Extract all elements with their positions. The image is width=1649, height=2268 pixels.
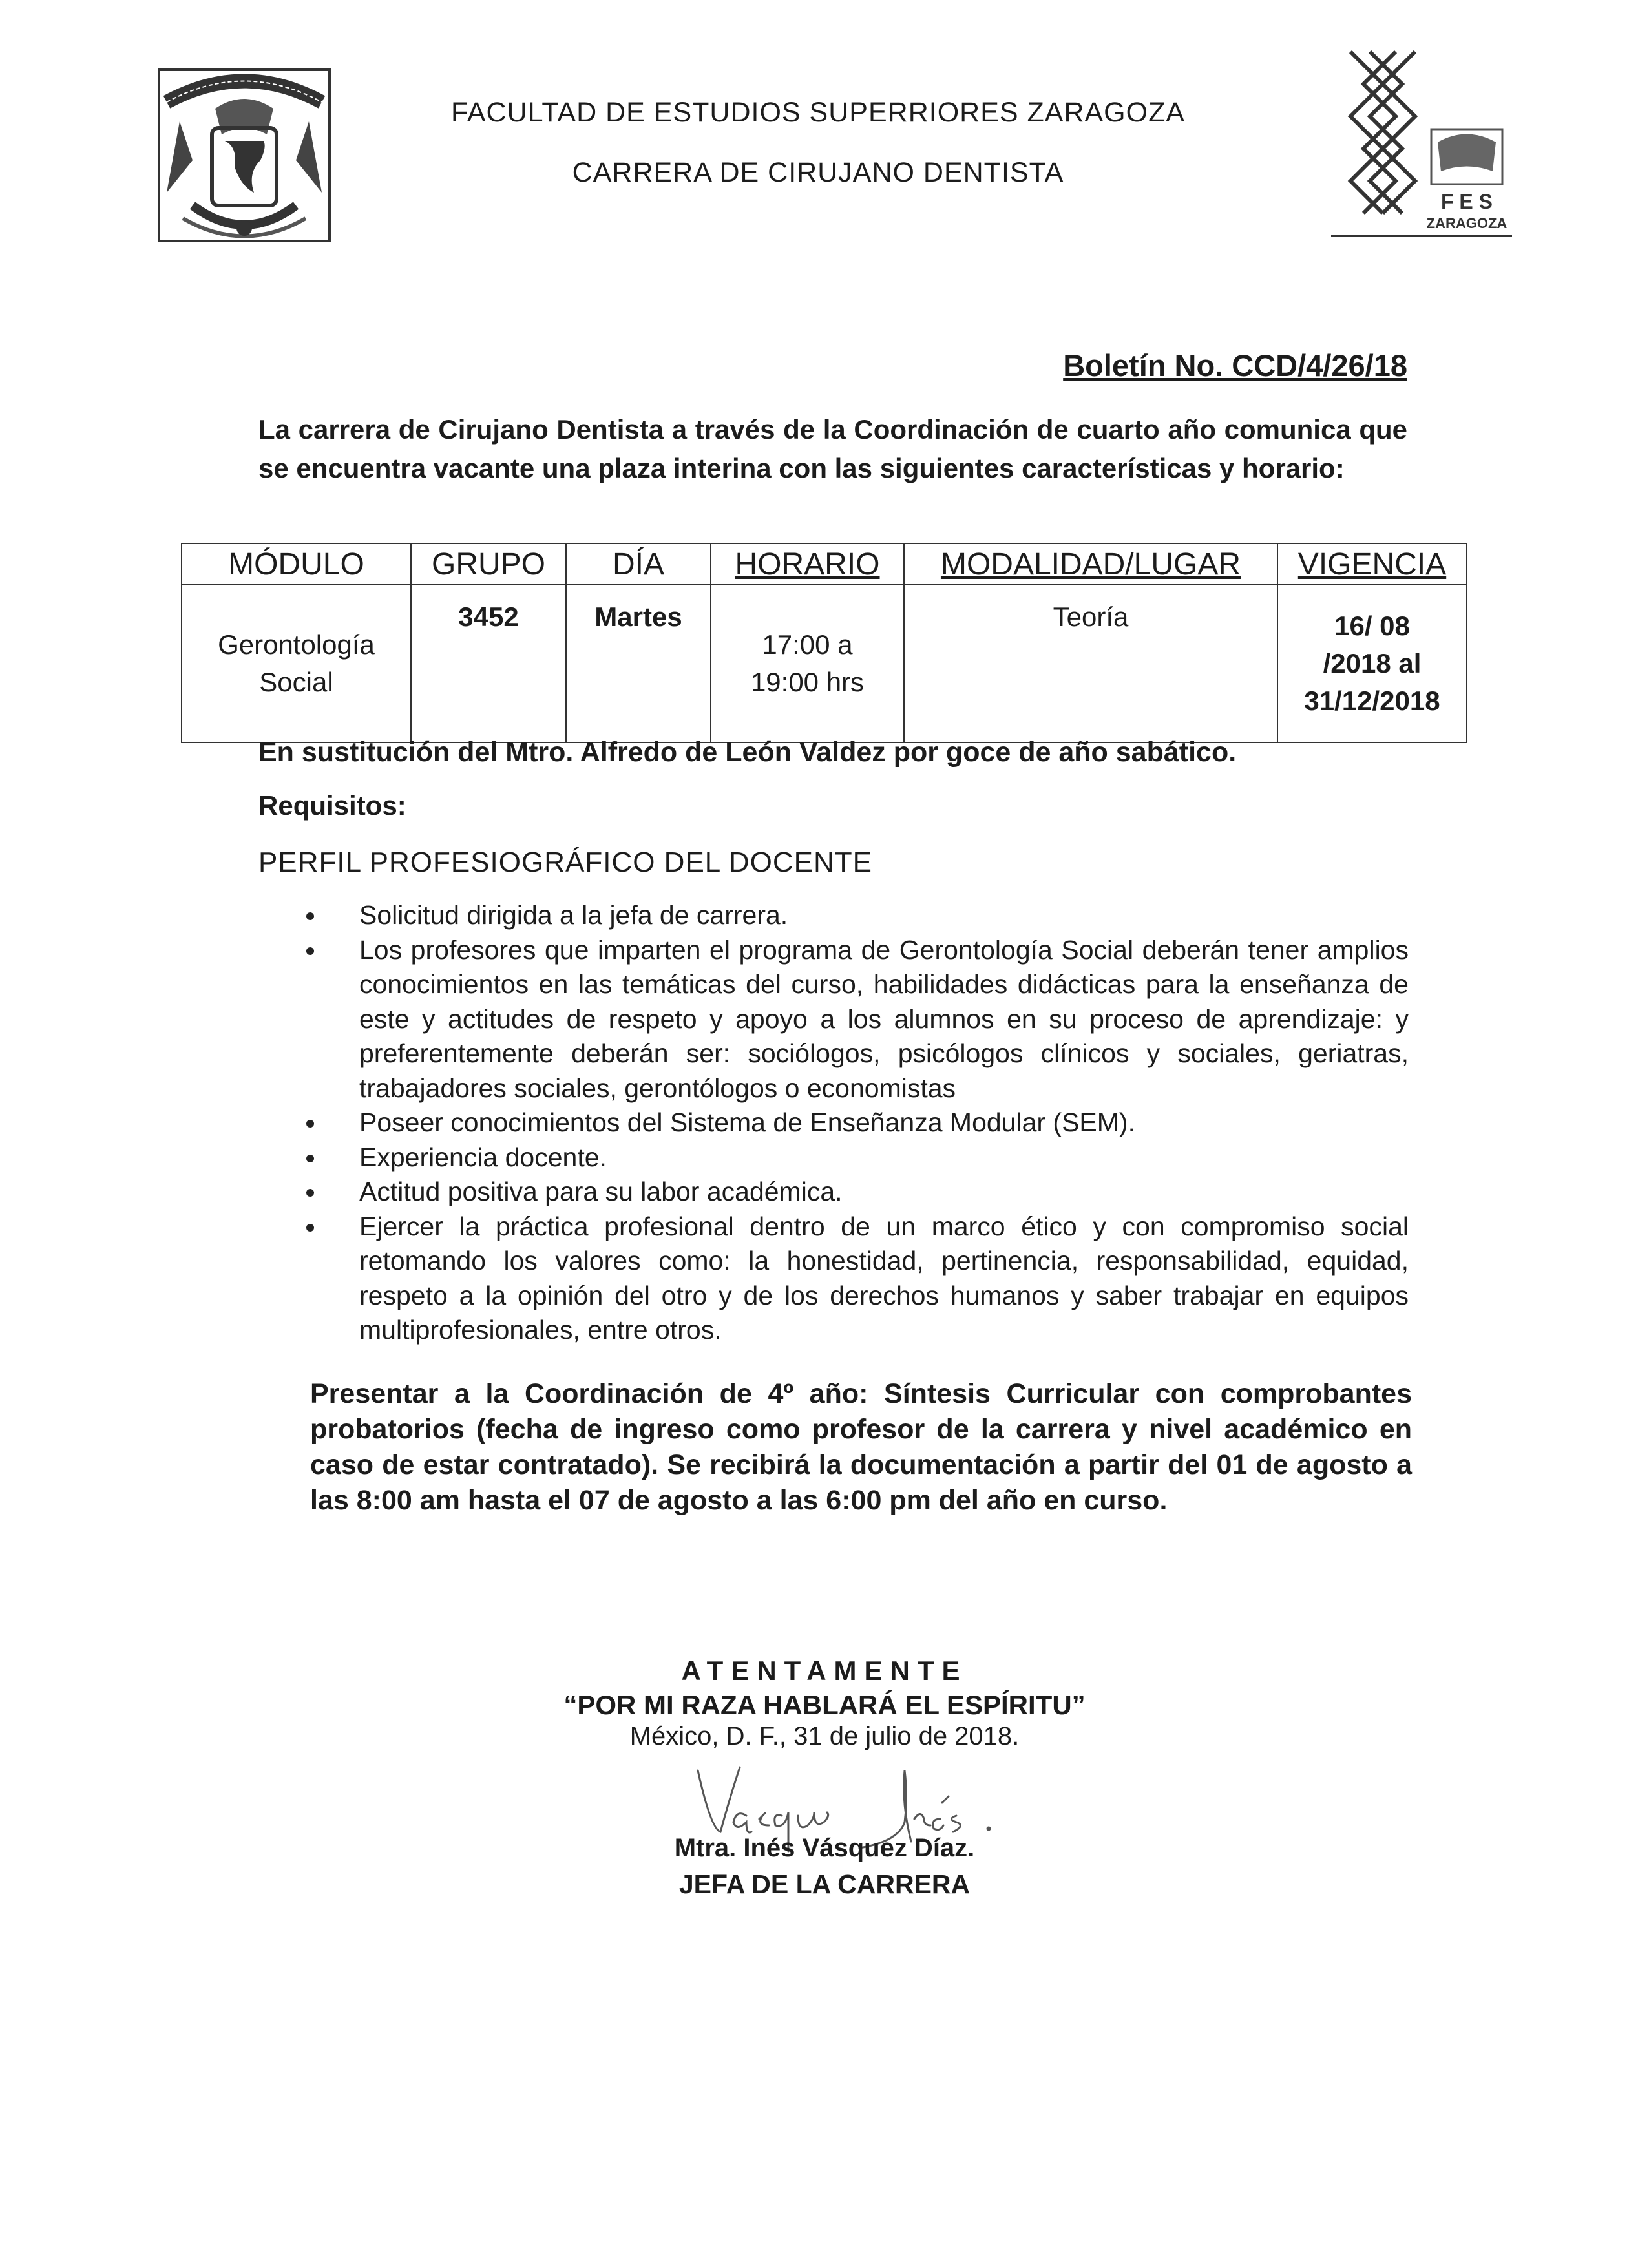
fes-logo-text: F E S [1440,190,1493,213]
table-header-row [182,543,1467,585]
signer-name: Mtra. Inés Vásquez Díaz. [674,1834,975,1862]
horario-line2: 19:00 hrs [750,667,865,697]
list-item [304,1106,1409,1140]
program-name: CARRERA DE CIRUJANO DENTISTA [572,157,1064,188]
list-item [304,1140,1409,1175]
list-item [304,1175,1409,1210]
list-item-text: Ejercer la práctica profesional dentro de un marco ético y con compromiso social retomando los valores como: la honestidad, pertinencia, responsabilidad, equidad, respeto a la opinión del otro y de los derechos humanos y saber trabajar en equipos multiprofesionales, entre otros. [359,1211,1409,1345]
place-date: México, D. F., 31 de julio de 2018. [629,1722,1020,1750]
header-vigencia: VIGENCIA [1277,543,1467,585]
unam-seal-icon [154,63,335,247]
cell-dia: Martes [566,585,711,742]
list-item-text: Solicitud dirigida a la jefa de carrera. [359,900,788,930]
closing-motto: “POR MI RAZA HABLARÁ EL ESPÍRITU” [563,1690,1086,1720]
header-modalidad: MODALIDAD/LUGAR [904,543,1277,585]
header-horario: HORARIO [711,543,904,585]
profile-title: PERFIL PROFESIOGRÁFICO DEL DOCENTE [258,846,872,878]
bullet-icon [306,1120,314,1128]
intro-paragraph: La carrera de Cirujano Dentista a través de la Coordinación de cuarto año comunica que se encuentra vacante una plaza interina con las siguientes características y horario: [258,414,1407,483]
bullet-icon [306,912,314,920]
cell-modalidad: Teoría [904,585,1277,742]
header-grupo: GRUPO [411,543,566,585]
bullet-icon [306,1224,314,1232]
closing-atentamente: ATENTAMENTE [681,1655,968,1686]
list-item [304,933,1409,1106]
vigencia-line3: 31/12/2018 [1304,686,1440,716]
bullet-icon [306,1189,314,1197]
fes-zaragoza-logo-icon [1325,45,1518,239]
horario-line1: 17:00 a [762,629,853,660]
zaragoza-logo-text: ZARAGOZA [1426,215,1507,231]
bullet-icon [306,947,314,955]
table-row [182,585,1467,742]
list-item-text: Experiencia docente. [359,1142,607,1172]
list-item-text: Actitud positiva para su labor académica. [359,1177,843,1206]
header-modulo: MÓDULO [182,543,411,585]
cell-horario [711,585,904,742]
modulo-line1: Gerontología [218,629,375,660]
list-item-text: Poseer conocimientos del Sistema de Enseñanza Modular (SEM). [359,1108,1135,1137]
list-item-text: Los profesores que imparten el programa de Gerontología Social deberán tener amplios conocimientos en las temáticas del curso, habilidades didácticas para la enseñanza de este y actitudes de respeto y apoyo a los alumnos en su proceso de aprendizaje: y preferentemente deberán ser: sociólogos, psicólogos clínicos y sociales, geriatras, trabajadores sociales, gerontólogos o economistas [359,934,1409,1103]
cell-vigencia [1277,585,1467,742]
requirements-list [304,898,1409,1348]
cell-grupo: 3452 [411,585,566,742]
substitution-note: En sustitución del Mtro. Alfredo de León Valdez por goce de año sabático. [258,737,1237,768]
header-dia: DÍA [566,543,711,585]
vacancy-table [181,543,1467,743]
vigencia-line1: 16/ 08 [1334,611,1410,641]
faculty-name: FACULTAD DE ESTUDIOS SUPERRIORES ZARAGOZA [450,97,1186,128]
list-item [304,1210,1409,1348]
requirements-title: Requisitos: [258,790,406,821]
signer-position: JEFA DE LA CARRERA [678,1869,971,1899]
submission-paragraph: Presentar a la Coordinación de 4º año: Síntesis Curricular con comprobantes probatorios (fecha de ingreso como profesor de la carrera y nivel académico en caso de estar contratado). Se recibirá la documentación a partir del 01 de agosto a las 8:00 am hasta el 07 de agosto a las 6:00 pm del año en curso. [310,1378,1412,1516]
cell-modulo [182,585,411,742]
modulo-line2: Social [259,667,333,697]
bullet-icon [306,1155,314,1162]
bulletin-number: Boletín No. CCD/4/26/18 [1063,348,1407,383]
vigencia-line2: /2018 al [1323,648,1422,678]
list-item [304,898,1409,933]
